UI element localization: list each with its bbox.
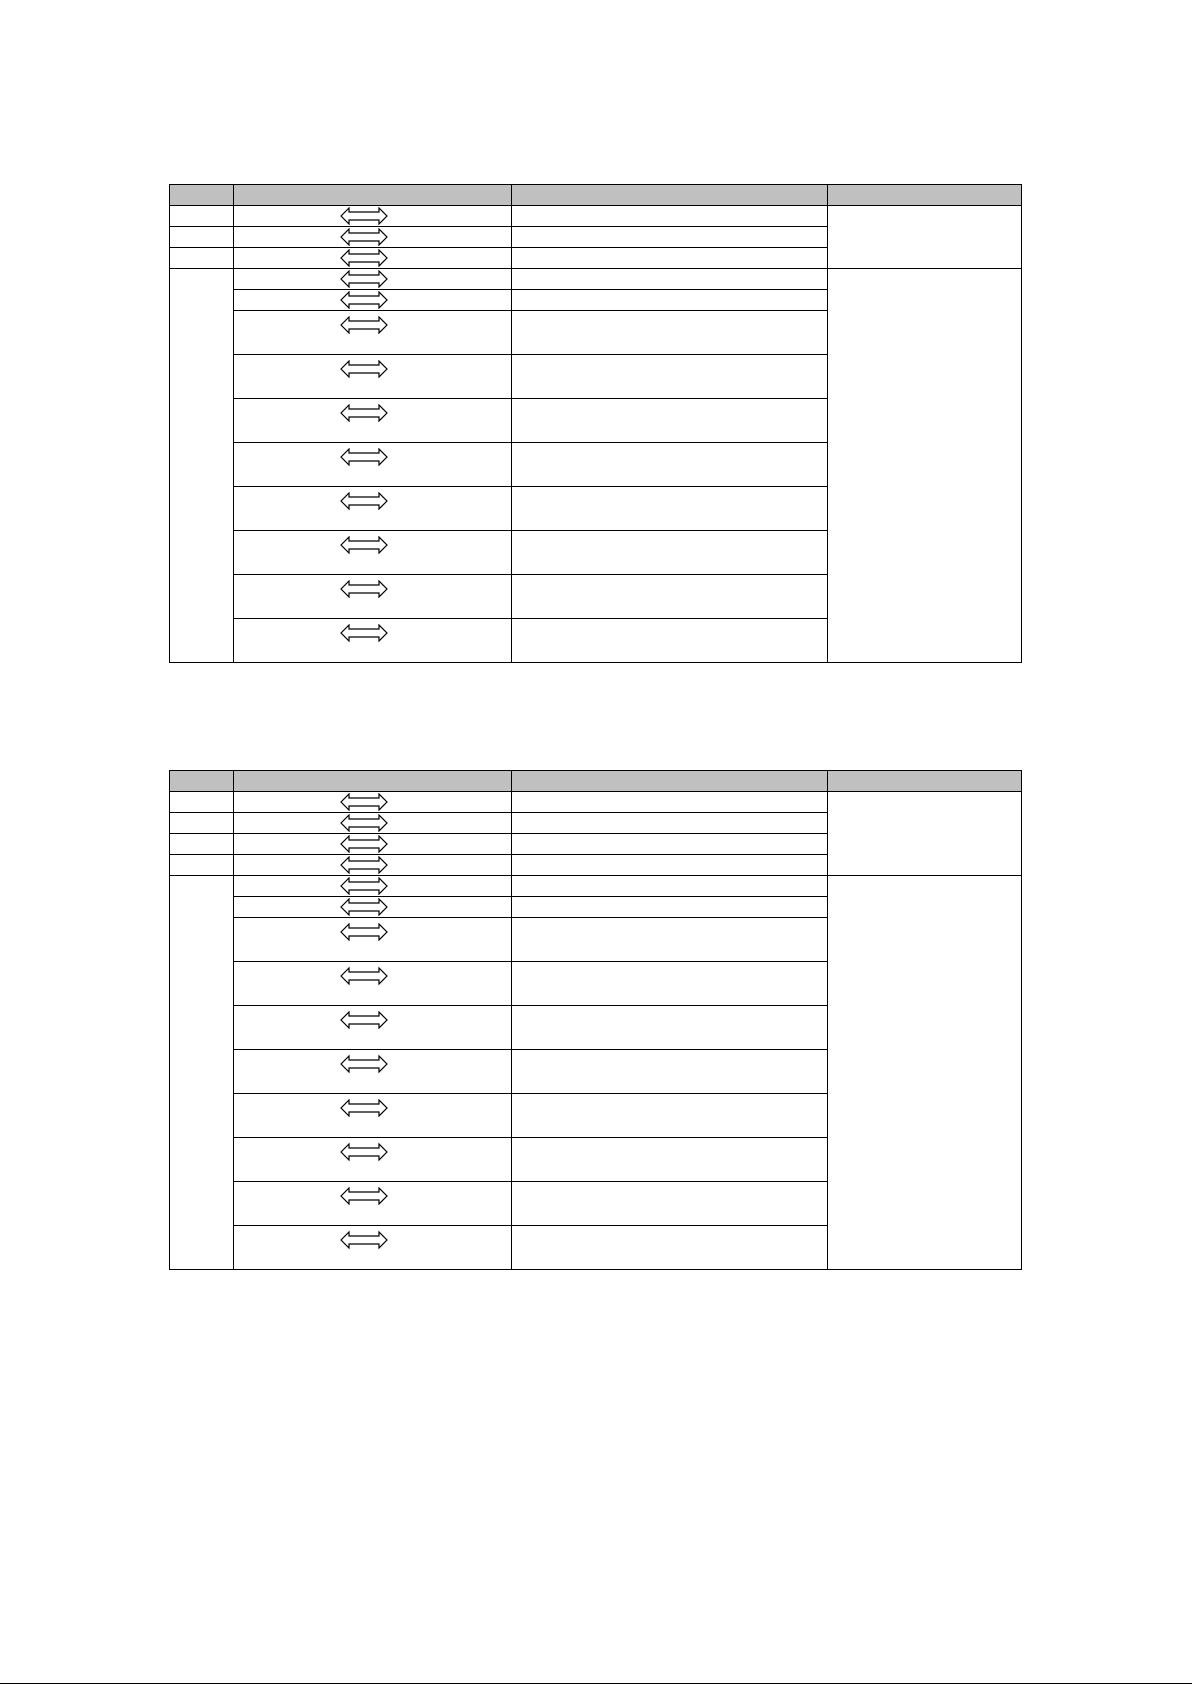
value-cell — [512, 531, 827, 575]
index-cell — [170, 834, 234, 855]
mapping-cell — [234, 1182, 512, 1226]
index-cell — [170, 269, 234, 663]
double-arrow-icon — [340, 814, 388, 832]
double-arrow-icon — [340, 624, 388, 642]
value-cell — [512, 227, 827, 248]
mapping-cell — [234, 269, 512, 290]
double-arrow-icon — [340, 270, 388, 288]
header-cell — [170, 771, 234, 792]
header-cell — [234, 771, 512, 792]
double-arrow-icon — [340, 856, 388, 874]
value-cell — [512, 1182, 827, 1226]
double-arrow-icon — [340, 492, 388, 510]
index-cell — [170, 248, 234, 269]
value-cell — [512, 248, 827, 269]
mapping-cell — [234, 1006, 512, 1050]
mapping-cell — [234, 311, 512, 355]
double-arrow-icon — [340, 1143, 388, 1161]
value-cell — [512, 575, 827, 619]
value-cell — [512, 487, 827, 531]
group-cell — [827, 269, 1021, 663]
table-header-row — [170, 185, 1022, 206]
index-cell — [170, 855, 234, 876]
table-row — [170, 269, 1022, 290]
mapping-cell — [234, 1138, 512, 1182]
mapping-cell — [234, 531, 512, 575]
table-header-row — [170, 771, 1022, 792]
value-cell — [512, 311, 827, 355]
double-arrow-icon — [340, 877, 388, 895]
mapping-cell — [234, 792, 512, 813]
mapping-cell — [234, 1226, 512, 1270]
table-row — [170, 206, 1022, 227]
header-cell — [512, 185, 827, 206]
value-cell — [512, 1138, 827, 1182]
value-cell — [512, 792, 827, 813]
mapping-cell — [234, 1094, 512, 1138]
mapping-cell — [234, 897, 512, 918]
index-cell — [170, 813, 234, 834]
mapping-cell — [234, 834, 512, 855]
mapping-cell — [234, 290, 512, 311]
double-arrow-icon — [340, 291, 388, 309]
value-cell — [512, 1006, 827, 1050]
mapping-cell — [234, 248, 512, 269]
index-cell — [170, 206, 234, 227]
double-arrow-icon — [340, 835, 388, 853]
value-cell — [512, 897, 827, 918]
value-cell — [512, 206, 827, 227]
mapping-cell — [234, 575, 512, 619]
double-arrow-icon — [340, 1187, 388, 1205]
double-arrow-icon — [340, 580, 388, 598]
header-cell — [512, 771, 827, 792]
double-arrow-icon — [340, 207, 388, 225]
mapping-cell — [234, 1050, 512, 1094]
double-arrow-icon — [340, 1231, 388, 1249]
table-row — [170, 876, 1022, 897]
value-cell — [512, 1094, 827, 1138]
mapping-cell — [234, 855, 512, 876]
value-cell — [512, 834, 827, 855]
mapping-cell — [234, 918, 512, 962]
header-cell — [827, 185, 1021, 206]
header-cell — [234, 185, 512, 206]
double-arrow-icon — [340, 316, 388, 334]
value-cell — [512, 813, 827, 834]
double-arrow-icon — [340, 1011, 388, 1029]
double-arrow-icon — [340, 536, 388, 554]
double-arrow-icon — [340, 228, 388, 246]
value-cell — [512, 290, 827, 311]
mapping-cell — [234, 487, 512, 531]
value-cell — [512, 855, 827, 876]
group-cell — [827, 206, 1021, 269]
index-cell — [170, 227, 234, 248]
value-cell — [512, 1226, 827, 1270]
page-bottom-rule — [0, 1683, 1192, 1684]
value-cell — [512, 876, 827, 897]
table-row — [170, 792, 1022, 813]
group-cell — [827, 792, 1021, 876]
value-cell — [512, 1050, 827, 1094]
group-cell — [827, 876, 1021, 1270]
value-cell — [512, 399, 827, 443]
mapping-cell — [234, 876, 512, 897]
double-arrow-icon — [340, 404, 388, 422]
mapping-cell — [234, 962, 512, 1006]
value-cell — [512, 918, 827, 962]
header-cell — [827, 771, 1021, 792]
mapping-table-2 — [169, 770, 1022, 1270]
mapping-cell — [234, 227, 512, 248]
index-cell — [170, 792, 234, 813]
double-arrow-icon — [340, 249, 388, 267]
mapping-cell — [234, 206, 512, 227]
double-arrow-icon — [340, 967, 388, 985]
mapping-cell — [234, 813, 512, 834]
mapping-cell — [234, 443, 512, 487]
value-cell — [512, 269, 827, 290]
double-arrow-icon — [340, 448, 388, 466]
value-cell — [512, 962, 827, 1006]
double-arrow-icon — [340, 793, 388, 811]
header-cell — [170, 185, 234, 206]
double-arrow-icon — [340, 1099, 388, 1117]
index-cell — [170, 876, 234, 1270]
mapping-cell — [234, 399, 512, 443]
double-arrow-icon — [340, 923, 388, 941]
value-cell — [512, 619, 827, 663]
value-cell — [512, 443, 827, 487]
double-arrow-icon — [340, 1055, 388, 1073]
value-cell — [512, 355, 827, 399]
mapping-table-1 — [169, 184, 1022, 663]
double-arrow-icon — [340, 898, 388, 916]
mapping-cell — [234, 619, 512, 663]
double-arrow-icon — [340, 360, 388, 378]
mapping-cell — [234, 355, 512, 399]
